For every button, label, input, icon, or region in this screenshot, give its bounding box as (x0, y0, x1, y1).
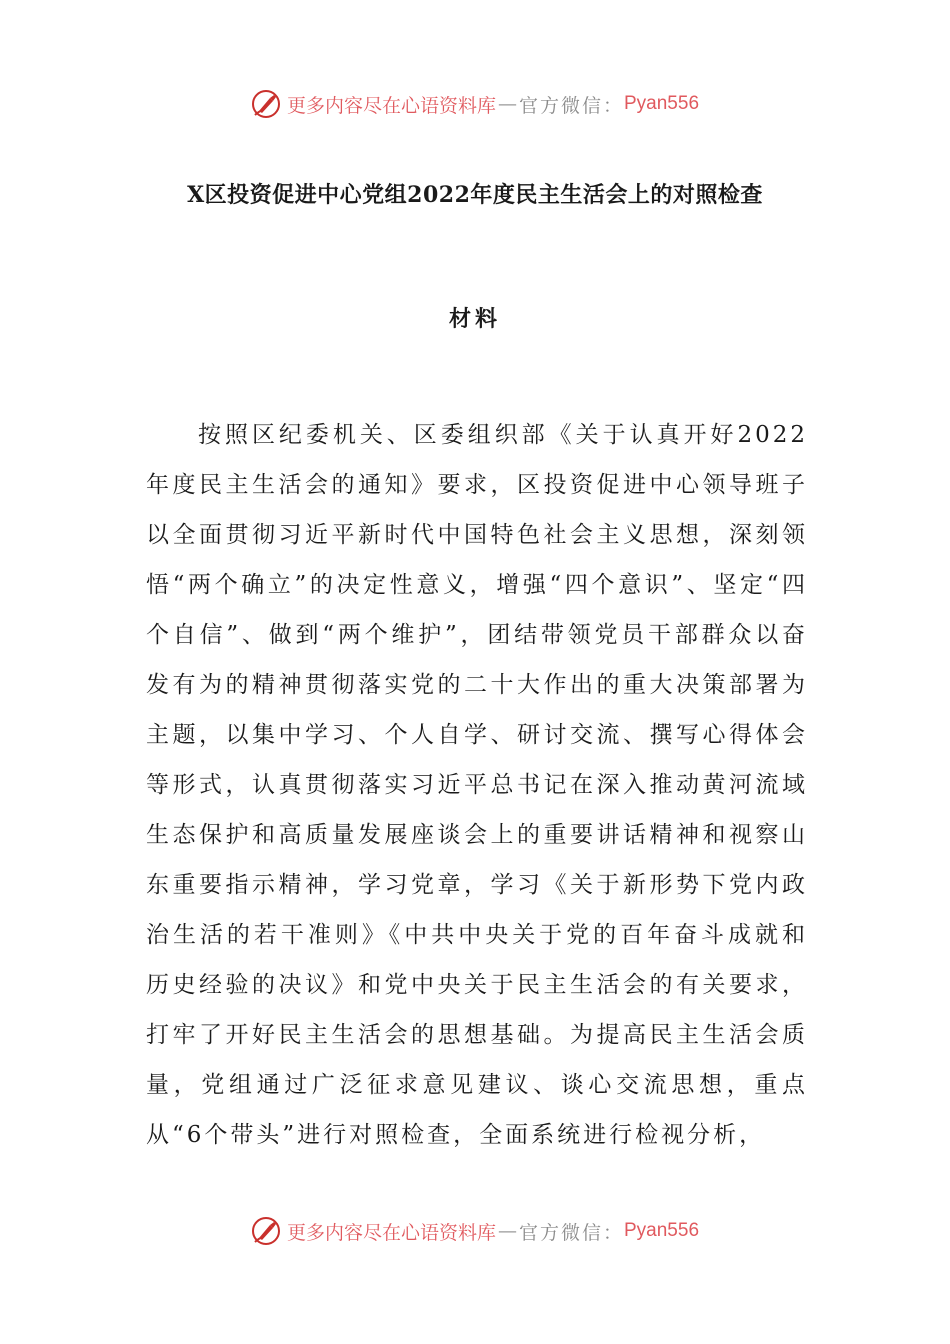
watermark-brand-text: 更多内容尽在心语资料库 (286, 94, 496, 117)
watermark-brand-text: 更多内容尽在心语资料库 (286, 1221, 496, 1244)
body-paragraph: 按照区纪委机关、区委组织部《关于认真开好2022年度民主生活会的通知》要求，区投资促进中心领导班子以全面贯彻习近平新时代中国特色社会主义思想，深刻领悟“两个确立”的决定性意义，增强“四个意识”、坚定“四个自信”、做到“两个维护”，团结带领党员干部群众以奋发有为的精神贯彻落实党的二十大作出的重大决策部署为主题，以集中学习、个人自学、研讨交流、撰写心得体会等形式，认真贯彻落实习近平总书记在深入推动黄河流域生态保护和高质量发展座谈会上的重要讲话精神和视察山东重要指示精神，学习党章，学习《关于新形势下党内政治生活的若干准则》《中共中央关于党的百年奋斗成就和历史经验的决议》和党中央关于民主生活会的有关要求，打牢了开好民主生活会的思想基础。为提高民主生活会质量，党组通过广泛征求意见建议、谈心交流思想，重点从“6个带头”进行对照检查，全面系统进行检视分析， (146, 422, 808, 1148)
footer-watermark (0, 1211, 950, 1251)
watermark-wechat-id: Pyan556 (624, 93, 700, 114)
watermark-official-label: 官方微信： (518, 94, 624, 117)
watermark-wechat-id: Pyan556 (624, 1220, 700, 1241)
watermark-official-label: 官方微信： (518, 1221, 624, 1244)
header-watermark (0, 84, 950, 124)
pen-nib-icon (251, 89, 281, 119)
watermark-separator: — (497, 93, 517, 115)
document-title-continued: 材料 (448, 306, 501, 332)
watermark-separator: — (497, 1220, 517, 1242)
document-title: X区投资促进中心党组2022年度民主生活会上的对照检查 (187, 182, 763, 208)
pen-nib-icon (251, 1216, 281, 1246)
